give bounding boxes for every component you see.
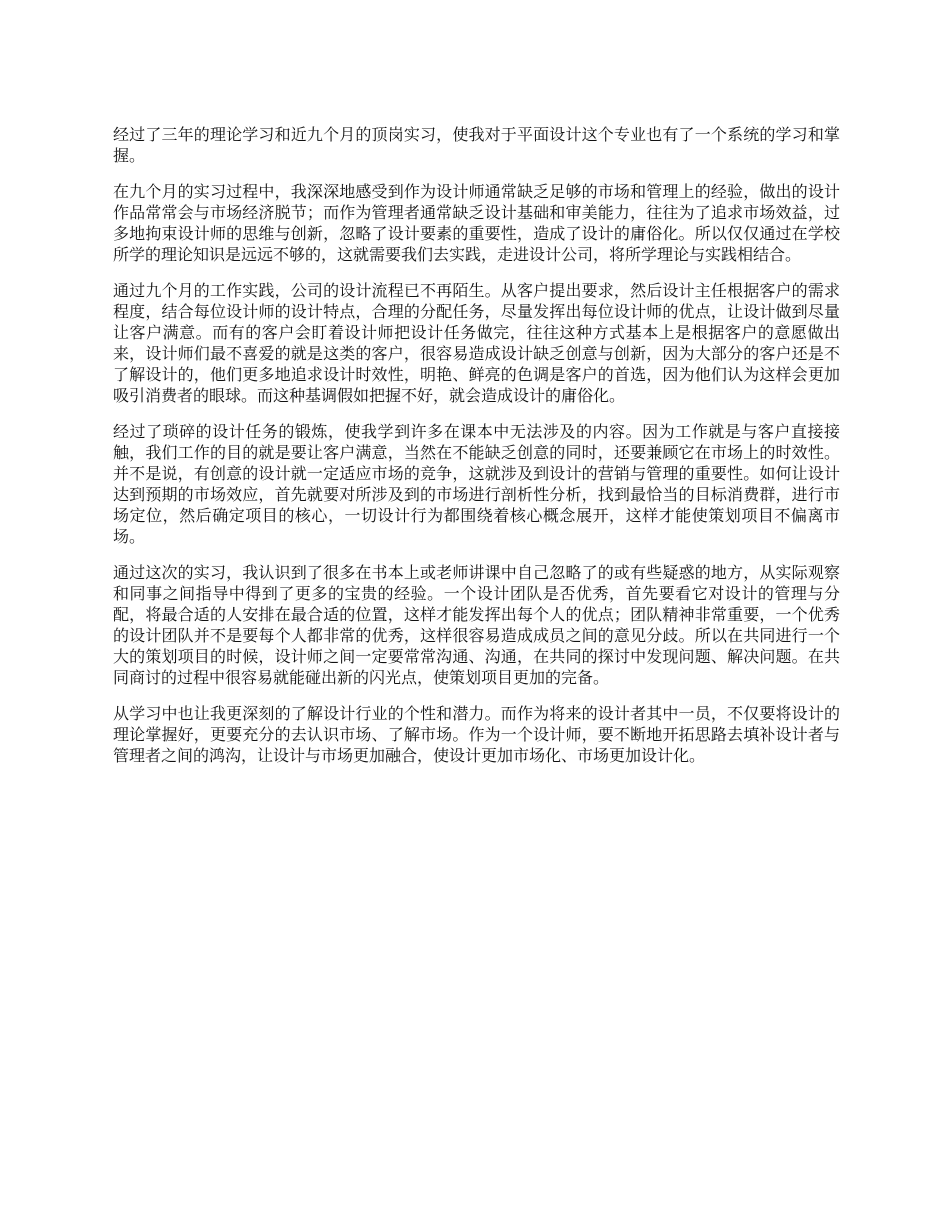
paragraph-1: 经过了三年的理论学习和近九个月的顶岗实习，使我对于平面设计这个专业也有了一个系统的学习和掌握。: [113, 125, 840, 165]
paragraph-4: 经过了琐碎的设计任务的锻炼，使我学到许多在课本中无法涉及的内容。因为工作就是与客户直接接触，我们工作的目的就是要让客户满意，当然在不能缺乏创意的同时，还要兼顾它在市场上的时效性。并不是说，有创意的设计就一定适应市场的竞争，这就涉及到设计的营销与管理的重要性。如何让设计达到预期的市场效应，首先就要对所涉及到的市场进行剖析性分析，找到最恰当的目标消费群，进行市场定位，然后确定项目的核心，一切设计行为都围绕着核心概念展开，这样才能使策划项目不偏离市场。: [113, 422, 840, 546]
paragraph-6: 从学习中也让我更深刻的了解设计行业的个性和潜力。而作为将来的设计者其中一员，不仅要将设计的理论掌握好，更要充分的去认识市场、了解市场。作为一个设计师，要不断地开拓思路去填补设计者与管理者之间的鸿沟，让设计与市场更加融合，使设计更加市场化、市场更加设计化。: [113, 704, 840, 765]
document-body: [113, 124, 840, 781]
paragraph-2: 在九个月的实习过程中，我深深地感受到作为设计师通常缺乏足够的市场和管理上的经验，做出的设计作品常常会与市场经济脱节；而作为管理者通常缺乏设计基础和审美能力，往往为了追求市场效益，过多地拘束设计师的思维与创新，忽略了设计要素的重要性，造成了设计的庸俗化。所以仅仅通过在学校所学的理论知识是远远不够的，这就需要我们去实践，走进设计公司，将所学理论与实践相结合。: [113, 182, 840, 264]
paragraph-5: 通过这次的实习，我认识到了很多在书本上或老师讲课中自己忽略了的或有些疑惑的地方，从实际观察和同事之间指导中得到了更多的宝贵的经验。一个设计团队是否优秀，首先要看它对设计的管理与分配，将最合适的人安排在最合适的位置，这样才能发挥出每个人的优点；团队精神非常重要，一个优秀的设计团队并不是要每个人都非常的优秀，这样很容易造成成员之间的意见分歧。所以在共同进行一个大的策划项目的时候，设计师之间一定要常常沟通、沟通，在共同的探讨中发现问题、解决问题。在共同商讨的过程中很容易就能碰出新的闪光点，使策划项目更加的完备。: [113, 563, 840, 687]
paragraph-3: 通过九个月的工作实践，公司的设计流程已不再陌生。从客户提出要求，然后设计主任根据客户的需求程度，结合每位设计师的设计特点，合理的分配任务，尽量发挥出每位设计师的优点，让设计做到尽量让客户满意。而有的客户会盯着设计师把设计任务做完，往往这种方式基本上是根据客户的意愿做出来，设计师们最不喜爱的就是这类的客户，很容易造成设计缺乏创意与创新，因为大部分的客户还是不了解设计的，他们更多地追求设计时效性，明艳、鲜亮的色调是客户的首选，因为他们认为这样会更加吸引消费者的眼球。而这种基调假如把握不好，就会造成设计的庸俗化。: [113, 281, 840, 405]
